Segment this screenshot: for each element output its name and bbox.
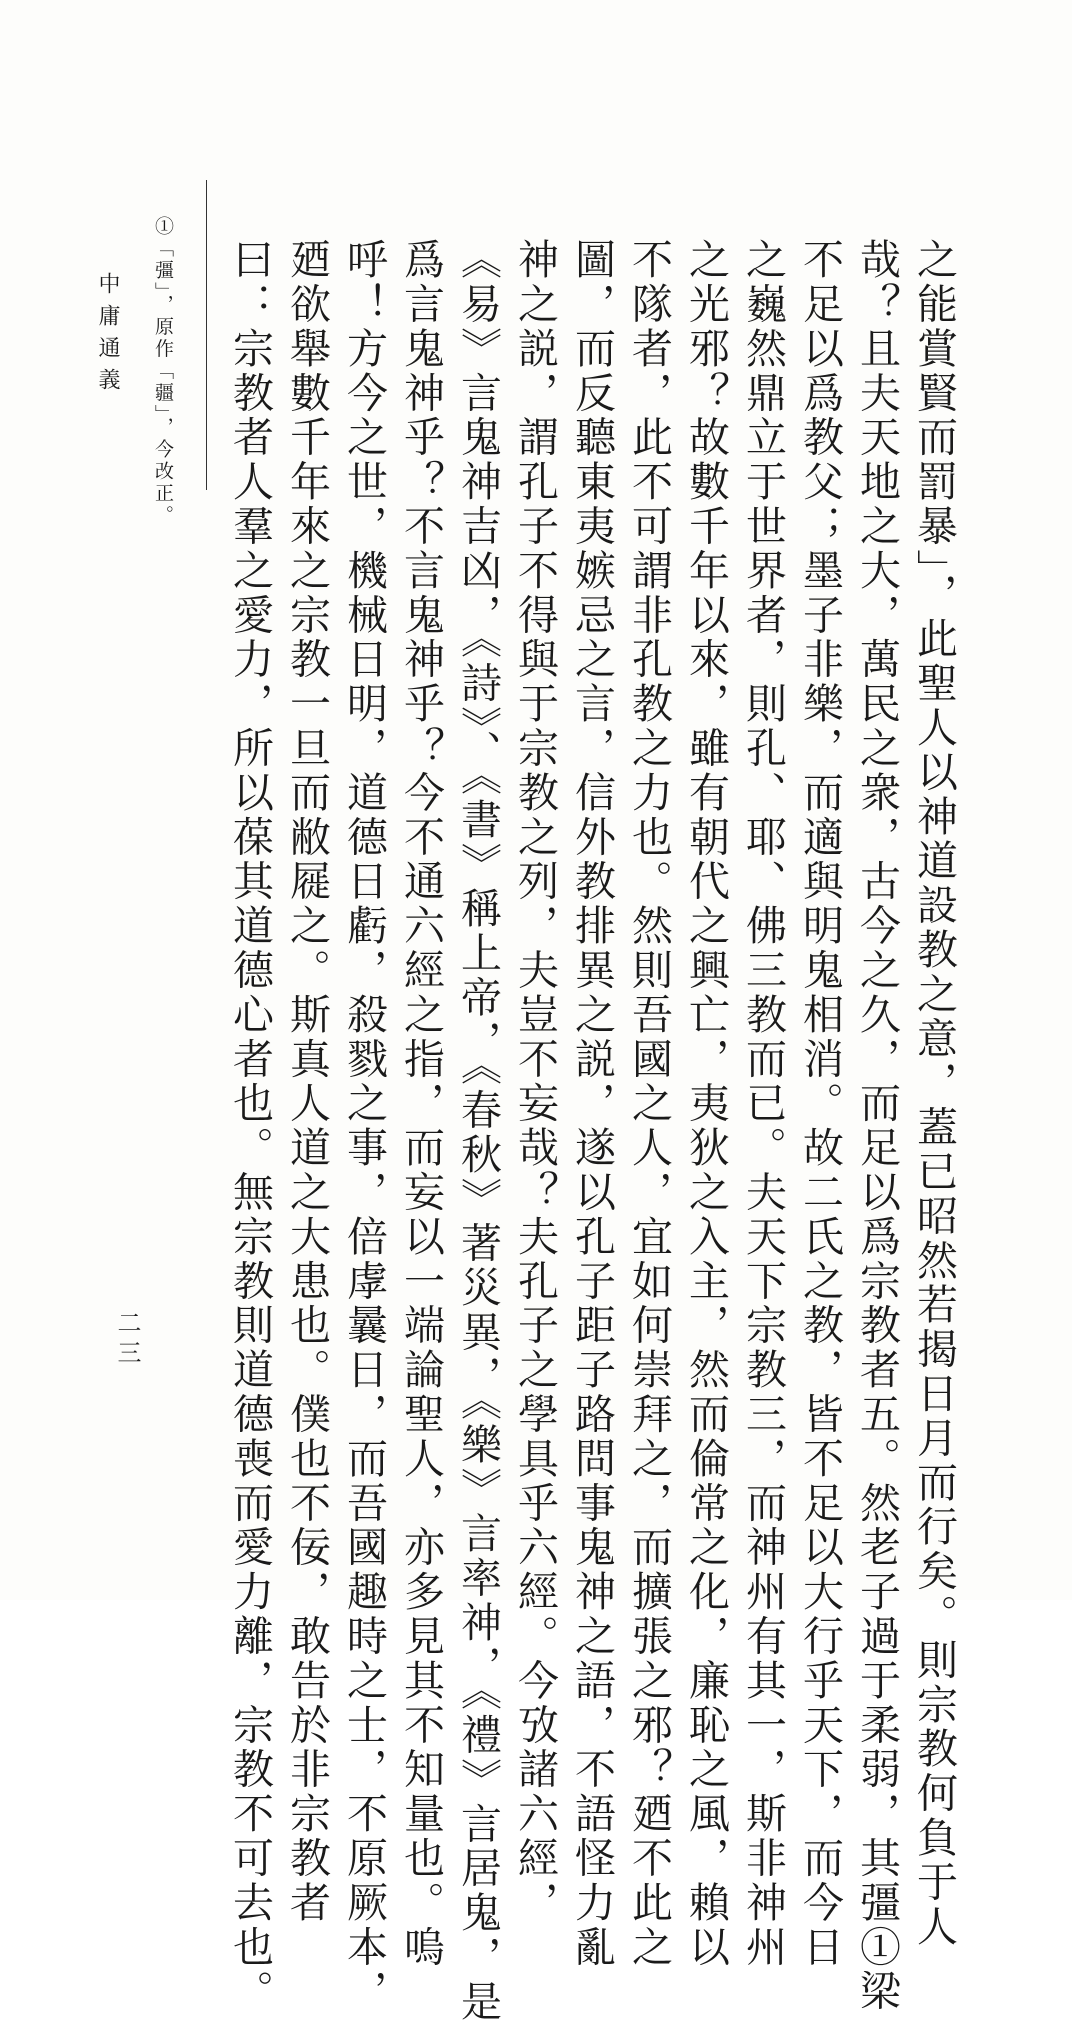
main-text-block [226,238,962,2024]
text-line: 之光邪？故數千年以來，雖有朝代之興亡，夷狄之入主，然而倫常之化，廉恥之風，賴以 [682,238,730,1970]
footnote-divider [206,180,207,490]
text-line: 哉？且夫天地之大，萬民之衆，古今之久，而足以爲宗教者五。然老子過于柔弱，其彊①梁 [853,238,901,2014]
text-line: 之能賞賢而罰暴」，此聖人以神道設教之意，蓋已昭然若揭日月而行矣。則宗教何負于人 [910,238,958,1950]
page-number: 二三 [113,1310,141,1370]
footnote: ①「彊」，原作「疆」，今改正。 [152,216,174,527]
text-line: 神之説，謂孔子不得與于宗教之列，夫豈不妄哉？夫孔子之學具乎六經。今攷諸六經， [511,238,559,1926]
text-line: 之巍然鼎立于世界者，則孔、耶、佛三教而已。夫天下宗教三，而神州有其一，斯非神州 [739,238,787,1970]
text-line: 呼！方今之世，機械日明，道德日虧，殺戮之事，倍虖曩日，而吾國趣時之士，不原厥本， [340,238,388,2014]
text-line: 《易》言鬼神吉凶，《詩》、《書》稱上帝，《春秋》著災異，《樂》言率神，《禮》言居鬼，是 [454,238,502,2024]
text-line: 爲言鬼神乎？不言鬼神乎？今不通六經之指，而妄以一端論聖人，亦多見其不知量也。嗚 [397,238,445,1970]
text-line: 圖，而反聽東夷嫉忌之言，信外教排異之説，遂以孔子距子路問事鬼神之語，不語怪力亂 [568,238,616,1970]
running-head: 中庸通義 [95,272,120,400]
text-line: 曰：宗教者人羣之愛力，所以葆其道德心者也。無宗教則道德喪而愛力離，宗教不可去也。 [226,238,274,2014]
text-line: 廼欲舉數千年來之宗教一旦而敝屣之。斯真人道之大患也。僕也不佞，敢告於非宗教者 [283,238,331,1926]
text-line: 不足以爲教父；墨子非樂，而適與明鬼相消。故二氏之教，皆不足以大行乎天下，而今日 [796,238,844,1970]
text-line: 不隊者，此不可謂非孔教之力也。然則吾國之人，宜如何崇拜之，而擴張之邪？廼不此之 [625,238,673,1970]
